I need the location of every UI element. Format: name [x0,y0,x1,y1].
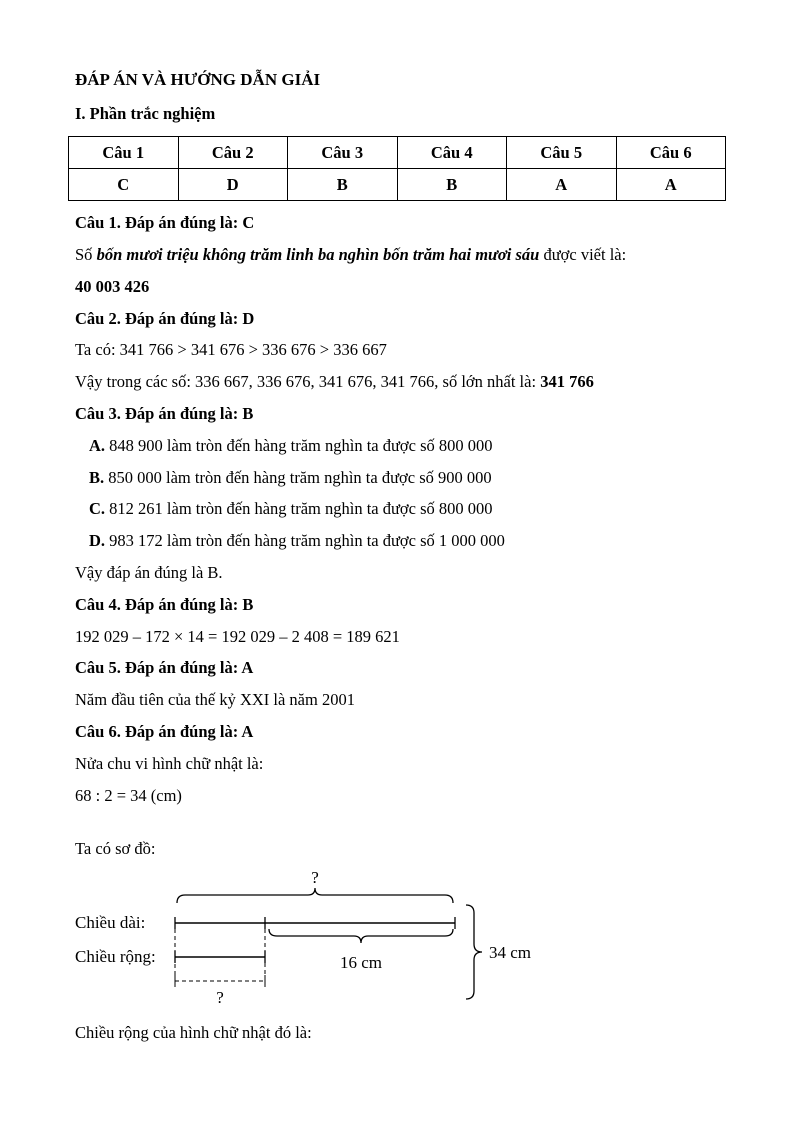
q1-intro-prefix: Số [75,244,97,264]
total-34cm-label: 34 cm [489,943,532,963]
q2-heading: Câu 2. Đáp án đúng là: D [75,308,255,328]
q3-option-d [75,531,726,551]
table-answer-cell: A [616,169,726,201]
length-label: Chiều dài: [75,913,146,933]
q6-line2: 68 : 2 = 34 (cm) [75,785,182,805]
option-text: 850 000 làm tròn đến hàng trăm nghìn ta được số 900 000 [104,467,492,487]
q2-line2-max: 341 766 [540,372,594,392]
q2-line2 [75,372,726,392]
section-heading: I. Phần trắc nghiệm [75,104,216,124]
table-header-cell: Câu 4 [397,137,507,169]
document-title: ĐÁP ÁN VÀ HƯỚNG DẪN GIẢI [75,70,321,89]
answer-table-answer-row [69,169,726,201]
table-header-cell: Câu 2 [178,137,288,169]
width-question-label: ? [216,988,224,1008]
option-label: A. [89,435,106,455]
q6-heading: Câu 6. Đáp án đúng là: A [75,721,254,741]
length-question-label: ? [311,871,319,888]
table-answer-cell: B [288,169,398,201]
table-answer-cell: B [397,169,507,201]
option-label: D. [89,531,106,551]
q2-line1: Ta có: 341 766 > 341 676 > 336 676 > 336 667 [75,340,387,360]
q3-option-a [75,436,726,456]
q1-intro [75,245,726,265]
table-answer-cell: C [69,169,179,201]
option-text: 983 172 làm tròn đến hàng trăm nghìn ta được số 1 000 000 [105,531,505,551]
width-label: Chiều rộng: [75,947,156,967]
answer-table-header-row [69,137,726,169]
q1-number-words: bốn mươi triệu không trăm linh ba nghìn bốn trăm hai mươi sáu [96,244,540,264]
q5-line1: Năm đầu tiên của thế kỷ XXI là năm 2001 [75,690,355,710]
q1-result: 40 003 426 [75,276,150,296]
q6-line3: Ta có sơ đồ: [75,839,156,859]
q4-heading: Câu 4. Đáp án đúng là: B [75,594,254,614]
bar-diagram-svg [75,871,635,1013]
option-text: 812 261 làm tròn đến hàng trăm nghìn ta được số 800 000 [105,499,493,519]
segment-16cm-label: 16 cm [339,953,383,973]
answer-table [68,136,726,201]
q4-line1: 192 029 – 172 × 14 = 192 029 – 2 408 = 189 621 [75,626,400,646]
table-header-cell: Câu 5 [507,137,617,169]
top-brace [177,888,453,903]
q5-heading: Câu 5. Đáp án đúng là: A [75,658,254,678]
table-header-cell: Câu 3 [288,137,398,169]
q3-option-b [75,468,726,488]
q6-line1: Nửa chu vi hình chữ nhật là: [75,753,264,773]
q3-option-c [75,499,726,519]
q6-outro: Chiều rộng của hình chữ nhật đó là: [75,1023,312,1043]
total-brace [466,905,482,999]
q3-conclusion: Vậy đáp án đúng là B. [75,562,223,582]
table-answer-cell: D [178,169,288,201]
bar-diagram [75,871,726,1013]
q2-line2-prefix: Vậy trong các số: 336 667, 336 676, 341 676, 341 766, số lớn nhất là: [75,372,541,392]
option-text: 848 900 làm tròn đến hàng trăm nghìn ta được số 800 000 [105,435,493,455]
q3-heading: Câu 3. Đáp án đúng là: B [75,403,254,423]
q1-intro-suffix: được viết là: [539,244,627,264]
table-header-cell: Câu 6 [616,137,726,169]
segment-brace [269,929,453,943]
q1-heading: Câu 1. Đáp án đúng là: C [75,213,255,233]
option-label: B. [89,467,105,487]
table-answer-cell: A [507,169,617,201]
table-header-cell: Câu 1 [69,137,179,169]
option-label: C. [89,499,106,519]
